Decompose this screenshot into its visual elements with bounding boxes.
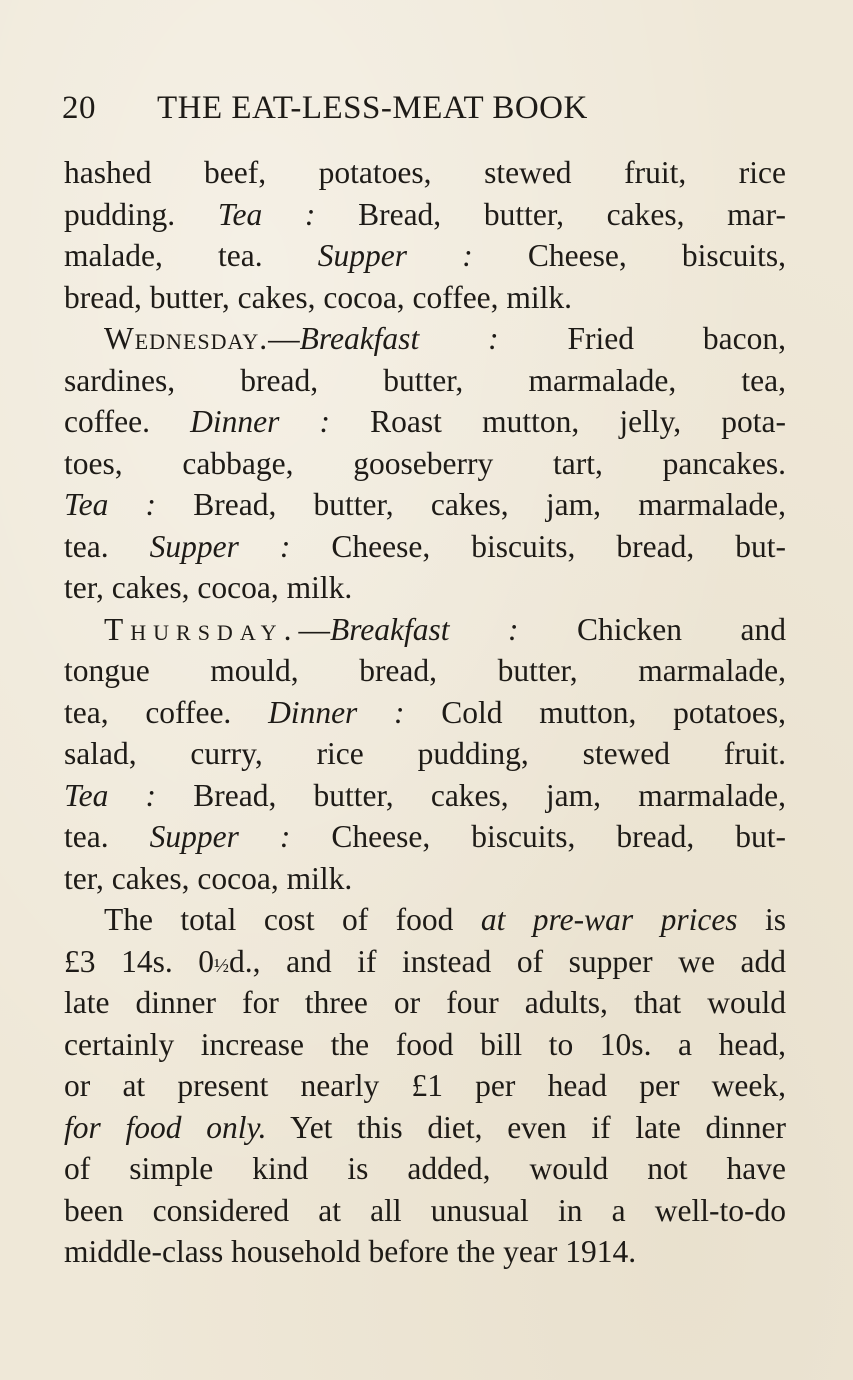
line-text: bread, butter, cakes, cocoa, coffee, milk. xyxy=(64,279,573,315)
line-text: tea. xyxy=(64,528,109,564)
paragraph-thursday xyxy=(64,609,786,900)
text-line xyxy=(64,318,786,360)
line-text: Cheese, biscuits, bread, but- xyxy=(331,528,787,564)
line-text: toes, cabbage, gooseberry tart, pancakes. xyxy=(64,445,786,481)
day-heading-thursday: Thursday. xyxy=(104,611,299,647)
line-text: Yet this diet, even if late dinner xyxy=(290,1109,786,1145)
text-line xyxy=(64,152,786,194)
text-line xyxy=(64,816,786,858)
line-text: The total cost of food xyxy=(104,902,454,937)
line-text: coffee. xyxy=(64,404,150,439)
paragraph-total-cost xyxy=(64,899,786,1273)
running-title: THE EAT-LESS-MEAT BOOK xyxy=(157,90,588,126)
meal-label-supper: Supper : xyxy=(149,528,291,564)
text-line xyxy=(64,360,786,402)
dash: — xyxy=(268,321,300,356)
text-line xyxy=(64,609,786,651)
text-line xyxy=(64,899,786,941)
line-text: been considered at all unusual in a well-to-do xyxy=(64,1192,786,1228)
line-text: malade, tea. xyxy=(64,238,263,273)
line-text: hashed beef, potatoes, stewed fruit, rice xyxy=(64,155,786,190)
day-heading-wednesday: Wednesday. xyxy=(104,321,269,356)
text-line xyxy=(64,235,786,277)
meal-label-tea: Tea : xyxy=(64,487,157,522)
line-text: salad, curry, rice pudding, stewed fruit. xyxy=(64,736,786,771)
meal-label-supper: Supper : xyxy=(149,819,291,854)
text-line xyxy=(64,941,786,983)
text-line xyxy=(64,194,786,236)
line-text: tea. xyxy=(64,819,109,854)
text-line xyxy=(64,1024,786,1066)
text-line xyxy=(64,775,786,817)
text-line xyxy=(64,1107,786,1149)
line-text: tongue mould, bread, butter, marmalade, xyxy=(64,653,786,688)
meal-label-supper: Supper : xyxy=(317,238,473,273)
body-text xyxy=(64,152,786,1273)
line-text: £3 14s. 0 xyxy=(64,943,215,979)
line-text: or at present nearly £1 per head per week, xyxy=(64,1068,786,1103)
text-line xyxy=(64,1065,786,1107)
text-line xyxy=(64,1231,786,1273)
text-line xyxy=(64,443,786,485)
line-text: middle-class household before the year 1914. xyxy=(64,1234,637,1269)
line-text: of simple kind is added, would not have xyxy=(64,1151,786,1186)
meal-label-tea: Tea : xyxy=(64,777,157,813)
line-text: sardines, bread, butter, marmalade, tea, xyxy=(64,362,786,398)
line-text: Bread, butter, cakes, jam, marmalade, xyxy=(193,487,786,522)
line-text: is xyxy=(765,902,787,937)
meal-label-tea: Tea : xyxy=(217,196,316,232)
emphasis-pre-war-prices: at pre-war prices xyxy=(480,902,738,937)
line-text: late dinner for three or four adults, that would xyxy=(64,985,786,1020)
line-text: ter, cakes, cocoa, milk. xyxy=(64,570,353,605)
line-text: pudding. xyxy=(64,196,176,232)
line-text: Roast mutton, jelly, pota- xyxy=(370,404,787,439)
meal-label-breakfast: Breakfast : xyxy=(329,611,519,647)
line-text: d., and if instead of supper we add xyxy=(229,943,786,979)
paragraph-wednesday xyxy=(64,318,786,609)
dash: — xyxy=(298,611,330,647)
line-text: Bread, butter, cakes, jam, marmalade, xyxy=(193,777,786,813)
line-text: ter, cakes, cocoa, milk. xyxy=(64,860,353,896)
line-text: Chicken and xyxy=(577,611,786,647)
fraction-half: ½ xyxy=(214,954,230,977)
text-line xyxy=(64,401,786,443)
text-line xyxy=(64,982,786,1024)
text-line xyxy=(64,1148,786,1190)
line-text: Cheese, biscuits, bread, but- xyxy=(331,819,787,854)
line-text: Fried bacon, xyxy=(567,321,786,356)
meal-label-dinner: Dinner : xyxy=(268,694,405,730)
text-line xyxy=(64,567,786,609)
line-text: Cheese, biscuits, xyxy=(527,238,787,273)
text-line xyxy=(64,733,786,775)
meal-label-dinner: Dinner : xyxy=(190,404,331,439)
text-line xyxy=(64,692,786,734)
line-text: Cold mutton, potatoes, xyxy=(441,694,787,730)
text-line xyxy=(64,526,786,568)
emphasis-for-food-only: for food only. xyxy=(64,1109,267,1145)
text-line xyxy=(64,858,786,900)
running-header xyxy=(62,92,782,125)
text-line xyxy=(64,650,786,692)
paragraph-1 xyxy=(64,152,786,318)
page-number: 20 xyxy=(62,90,96,126)
text-line xyxy=(64,277,786,319)
line-text: certainly increase the food bill to 10s. a head, xyxy=(64,1026,786,1062)
text-line xyxy=(64,484,786,526)
meal-label-breakfast: Breakfast : xyxy=(299,321,499,356)
text-line xyxy=(64,1190,786,1232)
line-text: tea, coffee. xyxy=(64,694,232,730)
line-text: Bread, butter, cakes, mar- xyxy=(358,196,787,232)
